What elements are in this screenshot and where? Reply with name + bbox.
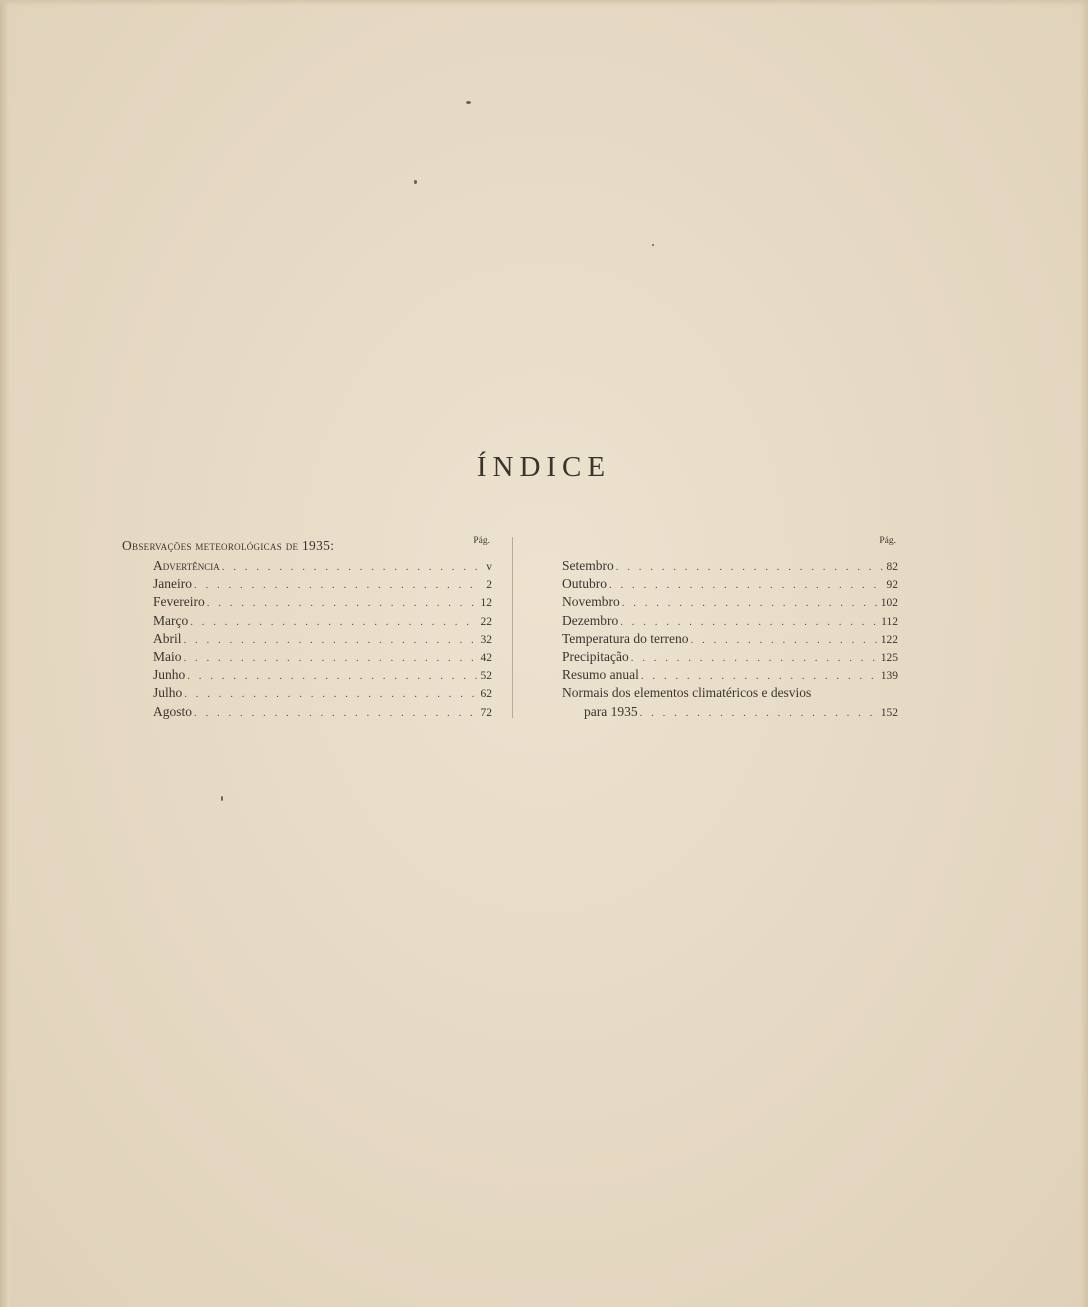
toc-entry[interactable] xyxy=(562,576,898,594)
toc-entry-page: 102 xyxy=(880,597,898,610)
dot-leader xyxy=(190,616,476,628)
toc-entry-label: Advertência xyxy=(153,558,220,573)
toc-entry[interactable] xyxy=(562,594,898,612)
dot-leader xyxy=(691,634,877,646)
toc-entry-label: Outubro xyxy=(562,576,607,592)
toc-right-column xyxy=(562,536,898,722)
toc-entry-label: Dezembro xyxy=(562,612,619,628)
toc-entry-page: 12 xyxy=(480,597,492,610)
dot-leader xyxy=(609,579,883,591)
dot-leader xyxy=(640,707,877,719)
toc-entry[interactable] xyxy=(122,649,492,667)
toc-entry[interactable] xyxy=(122,667,492,685)
toc-entry-page: 32 xyxy=(480,633,492,646)
toc-entry-label: Janeiro xyxy=(153,576,192,592)
dot-leader xyxy=(616,561,883,573)
toc-entry-page: 52 xyxy=(480,670,492,683)
dot-leader xyxy=(641,670,877,682)
toc-entry[interactable] xyxy=(122,613,492,631)
toc-entry-page: 62 xyxy=(480,688,492,701)
toc-entry-page: 152 xyxy=(880,706,898,719)
page-left-edge xyxy=(0,0,10,1307)
toc-entry-label: Julho xyxy=(153,685,183,701)
toc-entry-label: Precipitação xyxy=(562,648,629,664)
page-column-label: Pág. xyxy=(879,536,896,546)
toc-entry-label: Junho xyxy=(153,667,186,683)
dot-leader xyxy=(631,652,877,664)
toc-entry[interactable] xyxy=(562,613,898,631)
toc-entry-continuation[interactable] xyxy=(562,704,898,722)
toc-entry-label: Maio xyxy=(153,648,182,664)
toc-entry-label: Resumo anual xyxy=(562,667,639,683)
page-right-edge xyxy=(1080,0,1088,1307)
dot-leader xyxy=(184,634,477,646)
toc-entry-page: 92 xyxy=(886,579,898,592)
toc-entry[interactable] xyxy=(122,631,492,649)
toc-entry-label: Temperatura do terreno xyxy=(562,630,689,646)
dot-leader xyxy=(194,579,482,591)
dot-leader xyxy=(194,707,476,719)
dot-leader xyxy=(187,670,476,682)
toc-entry[interactable] xyxy=(562,649,898,667)
toc-entry-label: Agosto xyxy=(153,703,193,719)
dot-leader xyxy=(222,561,483,573)
toc-entry-page: v xyxy=(486,561,492,573)
toc-entry[interactable] xyxy=(122,685,492,703)
paper-speck xyxy=(414,180,417,184)
toc-entry-page: 122 xyxy=(880,633,898,646)
toc-entry-label: Normais dos elementos climatéricos e desvios xyxy=(562,685,812,701)
toc-entry-label: Setembro xyxy=(562,558,614,573)
dot-leader xyxy=(207,597,477,609)
page-top-edge xyxy=(0,0,1088,6)
toc-entry-label: Março xyxy=(153,612,189,628)
toc-entry-label: Abril xyxy=(153,630,182,646)
dot-leader xyxy=(620,616,877,628)
toc-entry[interactable] xyxy=(122,576,492,594)
toc-entry[interactable] xyxy=(122,594,492,612)
toc-entry-page: 125 xyxy=(880,651,898,664)
dot-leader xyxy=(184,688,476,700)
column-divider xyxy=(512,537,513,718)
toc-entry-label: para 1935 xyxy=(584,703,638,719)
toc-entry[interactable] xyxy=(562,631,898,649)
toc-entry[interactable] xyxy=(122,558,492,576)
toc-entry-page: 2 xyxy=(486,579,492,592)
toc-entry-page: 139 xyxy=(880,670,898,683)
toc-entry[interactable] xyxy=(562,685,898,703)
toc-entry[interactable] xyxy=(122,704,492,722)
paper-speck xyxy=(652,244,654,246)
toc-entry-page: 82 xyxy=(886,561,898,573)
dot-leader xyxy=(622,597,877,609)
toc-entry-page: 42 xyxy=(480,651,492,664)
toc-entry-page: 72 xyxy=(480,706,492,719)
dot-leader xyxy=(184,652,477,664)
toc-entry-page: 22 xyxy=(480,615,492,628)
paper-speck xyxy=(466,101,471,104)
toc-entry-label: Fevereiro xyxy=(153,594,205,610)
toc-entry[interactable] xyxy=(562,558,898,576)
section-heading: Observações meteorológicas de 1935: xyxy=(122,538,335,553)
page-title: ÍNDICE xyxy=(476,451,612,484)
toc-entry-label: Novembro xyxy=(562,594,620,610)
paper-speck xyxy=(221,796,223,801)
toc-left-column xyxy=(122,536,492,722)
page-column-label: Pág. xyxy=(473,536,490,546)
toc-entry[interactable] xyxy=(562,667,898,685)
toc-entry-page: 112 xyxy=(881,615,898,628)
